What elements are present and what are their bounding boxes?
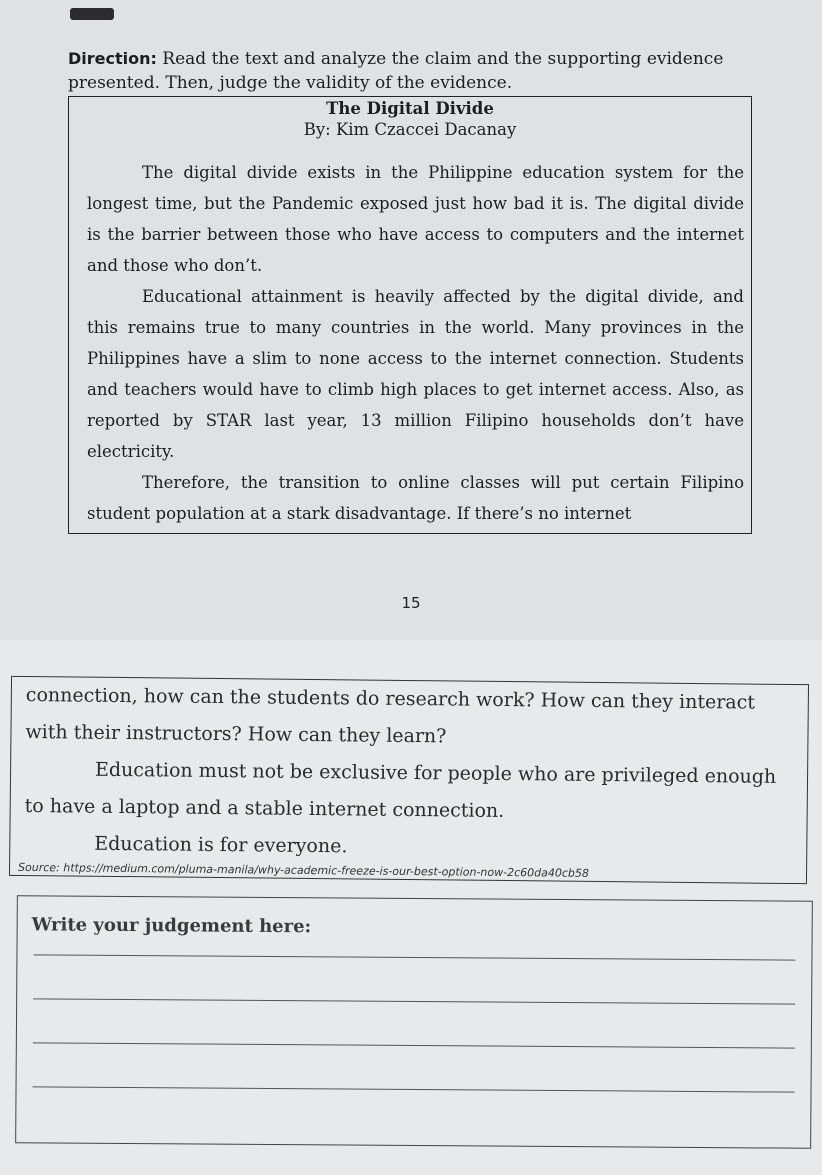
answer-line[interactable] <box>33 1042 795 1048</box>
page-number: 15 <box>401 594 421 612</box>
continuation-paragraph: Education must not be exclusive for people who are privileged enough to have a laptop and a stable internet connection. <box>24 758 777 822</box>
judgement-box <box>15 895 813 1149</box>
direction-text: Read the text and analyze the claim and the supporting evidence presented. Then, judge the validity of the evidence. <box>68 49 724 93</box>
article-paragraph: Educational attainment is heavily affected by the digital divide, and this remains true to many countries in the world. Many provinces in the Philippines have a slim to none access to the internet connection. Students and teachers would have to climb high places to get internet access. Also, as reported by STAR last year, 13 million Filipino households don’t have electricity. <box>87 287 744 461</box>
tape-mark <box>70 8 114 20</box>
article-box <box>68 96 752 534</box>
article-title: The Digital Divide <box>326 99 494 118</box>
article-continuation <box>24 677 801 870</box>
article-paragraph: The digital divide exists in the Philippine education system for the longest time, but the Pandemic exposed just how bad it is. The digital divide is the barrier between those who have access to computers and the internet and those who don’t. <box>87 163 744 275</box>
direction-label: Direction: <box>68 49 157 68</box>
continuation-paragraph: connection, how can the students do research work? How can they interact with their instructors? How can they learn? <box>25 683 756 748</box>
article-body <box>87 157 744 529</box>
source-citation: Source: https://medium.com/pluma-manila/why-academic-freeze-is-our-best-option-now-2c60da40cb58 <box>17 860 589 880</box>
answer-line[interactable] <box>33 954 795 960</box>
article-paragraph: Therefore, the transition to online classes will put certain Filipino student population at a stark disadvantage. If there’s no internet <box>87 473 744 523</box>
answer-line[interactable] <box>33 1086 795 1092</box>
judgement-label: Write your judgement here: <box>31 914 312 938</box>
article-author: By: Kim Czaccei Dacanay <box>303 120 517 139</box>
article-continuation-box <box>9 676 809 884</box>
direction-instructions <box>68 47 768 95</box>
continuation-paragraph: Education is for everyone. <box>94 832 348 858</box>
answer-line[interactable] <box>33 998 795 1004</box>
